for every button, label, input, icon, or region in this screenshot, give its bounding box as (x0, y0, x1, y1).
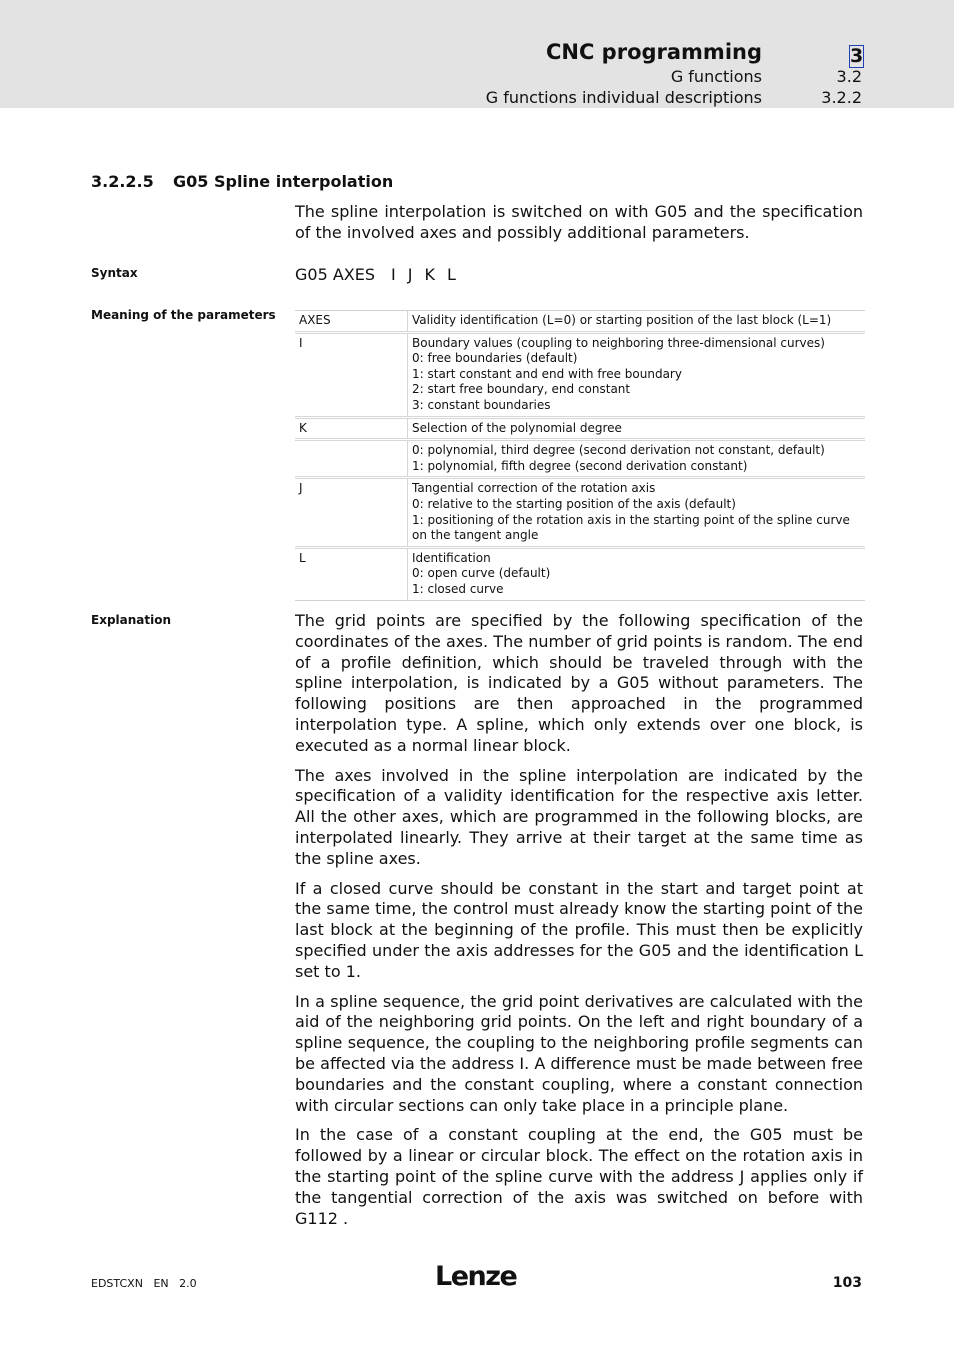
page-header (0, 0, 954, 108)
lenze-logo: Lenze (435, 1261, 517, 1292)
parameter-description-line: 1: closed curve (412, 581, 504, 596)
explanation-body (295, 611, 863, 1238)
parameter-description (408, 419, 865, 439)
parameter-description-line: 2: start free boundary, end constant (412, 382, 631, 397)
syntax-param: J (407, 265, 413, 284)
parameter-description-line: 0: polynomial, third degree (second derivation not constant, default) (412, 443, 825, 458)
syntax-param: I (391, 265, 396, 284)
explanation-paragraph: In the case of a constant coupling at the end, the G05 must be followed by a linear or circular block. The effect on the rotation axis in the starting point of the spline curve with the address J applies only if the tangential correction of the axis was switched on before with G112 . (295, 1125, 863, 1228)
parameter-description (408, 549, 865, 600)
parameter-description-line: 0: free boundaries (default) (412, 351, 578, 366)
chapter-number-link[interactable]: 3 (850, 45, 864, 67)
header-subsubsection: G functions individual descriptions (485, 88, 762, 107)
parameter-name: I (295, 334, 408, 416)
parameter-name: AXES (295, 311, 408, 331)
header-title: CNC programming (545, 40, 762, 64)
intro-paragraph: The spline interpolation is switched on with G05 and the specification of the involved axes and possibly additional parameters. (295, 202, 863, 242)
parameters-table (295, 310, 865, 601)
parameter-name: L (295, 549, 408, 600)
parameter-row (295, 548, 865, 600)
parameter-description-line: Boundary values (coupling to neighboring three-dimensional curves) (412, 335, 825, 350)
section-title: G05 Spline interpolation (173, 172, 394, 191)
page-number: 103 (832, 1275, 862, 1291)
section-number: 3.2.2.5 (91, 172, 154, 191)
parameter-row (295, 333, 865, 417)
footer-version: 2.0 (179, 1277, 197, 1290)
parameter-description-line: 3: constant boundaries (412, 397, 551, 412)
parameter-description-line: 1: positioning of the rotation axis in the starting point of the spline curve on the tangent angle (412, 512, 850, 543)
syntax-param: K (424, 265, 435, 284)
explanation-paragraph: The axes involved in the spline interpolation are indicated by the specification of a validity identification for the respective axis letter. All the other axes, which are programmed in the following blocks, are interpolated linearly. They arrive at their target at the same time as the spline axes. (295, 765, 863, 868)
parameter-name (295, 441, 408, 476)
parameter-row (295, 440, 865, 477)
footer-lang: EN (153, 1277, 169, 1290)
parameter-description-line: 1: start constant and end with free boundary (412, 366, 682, 381)
explanation-paragraph: In a spline sequence, the grid point derivatives are calculated with the aid of the neighboring grid points. On the left and right boundary of a spline sequence, the coupling to the neighboring profile segments can be affected via the address I. A difference must be made between free boundaries and the constant coupling, where a constant connection with circular sections can only take place in a principle plane. (295, 991, 863, 1115)
parameter-description-line: Validity identification (L=0) or starting position of the last block (L=1) (412, 313, 832, 327)
parameter-description-line: Selection of the polynomial degree (412, 420, 622, 435)
parameter-row (295, 418, 865, 440)
parameter-description-line: 1: polynomial, fifth degree (second derivation constant) (412, 458, 748, 473)
syntax-param: L (446, 265, 456, 284)
parameter-row (295, 311, 865, 332)
parameter-description (408, 479, 865, 545)
parameter-description-line: 0: open curve (default) (412, 566, 551, 581)
parameter-description (408, 311, 865, 331)
explanation-paragraph: If a closed curve should be constant in the start and target point at the same time, the control must already know the starting point of the last block at the beginning of the profile. This must then be explicitly specified under the axis addresses for the G05 and the identification L set to 1. (295, 878, 863, 981)
parameter-description-line: Tangential correction of the rotation axis (412, 481, 656, 496)
syntax-line (295, 265, 468, 284)
footer-doc-id: EDSTCXN (91, 1277, 143, 1290)
parameter-description-line: 0: relative to the starting position of the axis (default) (412, 496, 736, 511)
parameter-description (408, 441, 865, 476)
parameter-row (295, 478, 865, 546)
parameters-label: Meaning of the parameters (91, 308, 276, 322)
header-subsubsection-number: 3.2.2 (821, 88, 862, 107)
header-subsection: G functions (670, 67, 762, 86)
explanation-label: Explanation (91, 613, 172, 627)
parameter-description (408, 334, 865, 416)
parameter-description-line: Identification (412, 550, 491, 565)
header-subsection-number: 3.2 (836, 67, 862, 86)
syntax-command: G05 AXES (295, 265, 376, 284)
parameter-name: K (295, 419, 408, 439)
syntax-label: Syntax (91, 266, 138, 280)
footer-doc-info (91, 1277, 197, 1290)
explanation-paragraph: The grid points are specified by the following specification of the coordinates of the axes. The number of grid points is random. The end of a profile definition, which should be traveled through with the spline interpolation, is indicated by a G05 without parameters. The following positions are then approached in the programmed interpolation type. A spline, which only extends over one block, is executed as a normal linear block. (295, 611, 863, 755)
parameter-name: J (295, 479, 408, 545)
